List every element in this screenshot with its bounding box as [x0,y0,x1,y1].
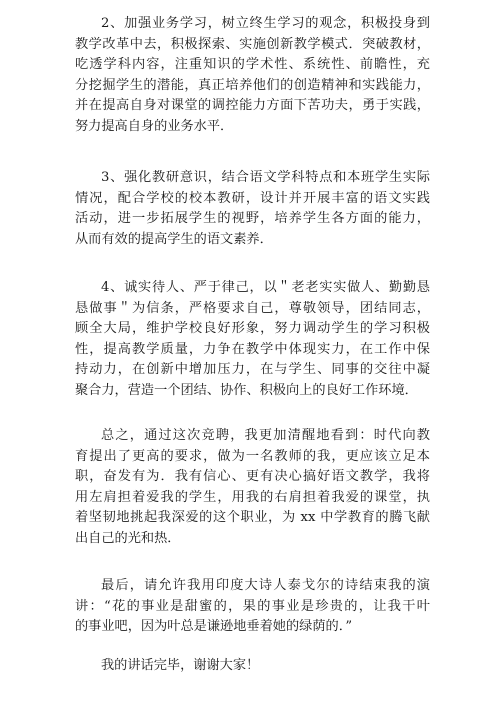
text-line: 分挖掘学生的潜能，真正培养他们的创造精神和实践能力， [75,77,430,93]
paragraph-summary [75,426,430,550]
text-line: 聚合力，营造一个团结、协作、积极向上的良好工作环境． [75,382,418,398]
text-line: 情况，配合学校的校本教研，设计并开展丰富的语文实践 [75,190,430,206]
paragraph-thanks [75,656,430,677]
text-line: 总之，通过这次竞聘，我更加清醒地看到：时代向教 [101,428,430,443]
text-line: 恳做事＂为信条，严格要求自己，尊敬领导，团结同志， [75,300,430,316]
text-line: 活动，进一步拓展学生的视野，培养学生各方面的能力， [75,211,430,227]
text-line: 4、诚实待人、严于律己，以＂老老实实做人、勤勤恳 [101,280,430,295]
text-line: 最后，请允许我用印度大诗人泰戈尔的诗结束我的演 [101,578,430,593]
text-line: 用左肩担着爱我的学生，用我的右肩担着我爱的课堂，执 [75,489,430,505]
text-line: 育提出了更高的要求，做为一名教师的我，更应该立足本 [75,448,430,464]
text-line: 的事业吧，因为叶总是谦逊地垂着她的绿荫的．” [75,619,353,635]
text-line: 从而有效的提高学生的语文素养． [75,231,273,247]
text-line: 吃透学科内容，注重知识的学术性、系统性、前瞻性，充 [75,57,430,73]
paragraph-integrity [75,278,430,402]
text-line: 性，提高教学质量，力争在教学中体现实力，在工作中保 [75,341,430,357]
text-line: 教学改革中去，积极探索、实施创新教学模式．突破教材， [75,36,430,52]
text-line: 职，奋发有为．我有信心、更有决心搞好语文教学，我将 [75,469,430,485]
text-line: 3、强化教研意识，结合语文学科特点和本班学生实际 [101,170,430,185]
text-line: 我的讲话完毕，谢谢大家！ [101,658,260,673]
text-line: 持动力，在创新中增加压力，在与学生、同事的交往中凝 [75,362,430,378]
text-line: 2、加强业务学习，树立终生学习的观念，积极投身到 [101,16,430,31]
text-line: 顾全大局，维护学校良好形象，努力调动学生的学习积极 [75,321,430,337]
paragraph-research [75,168,430,250]
text-line: 着坚韧地挑起我深爱的这个职业，为 xx 中学教育的腾飞献 [75,510,430,526]
paragraph-closing-quote [75,576,430,638]
text-line: 并在提高自身对课堂的调控能力方面下苦功夫，勇于实践， [75,98,430,114]
text-line: 出自己的光和热． [75,530,181,546]
text-line: 讲：“花的事业是甜蜜的，果的事业是珍贵的，让我干叶 [75,598,430,614]
paragraph-study [75,14,430,138]
text-line: 努力提高自身的业务水平． [75,118,234,134]
